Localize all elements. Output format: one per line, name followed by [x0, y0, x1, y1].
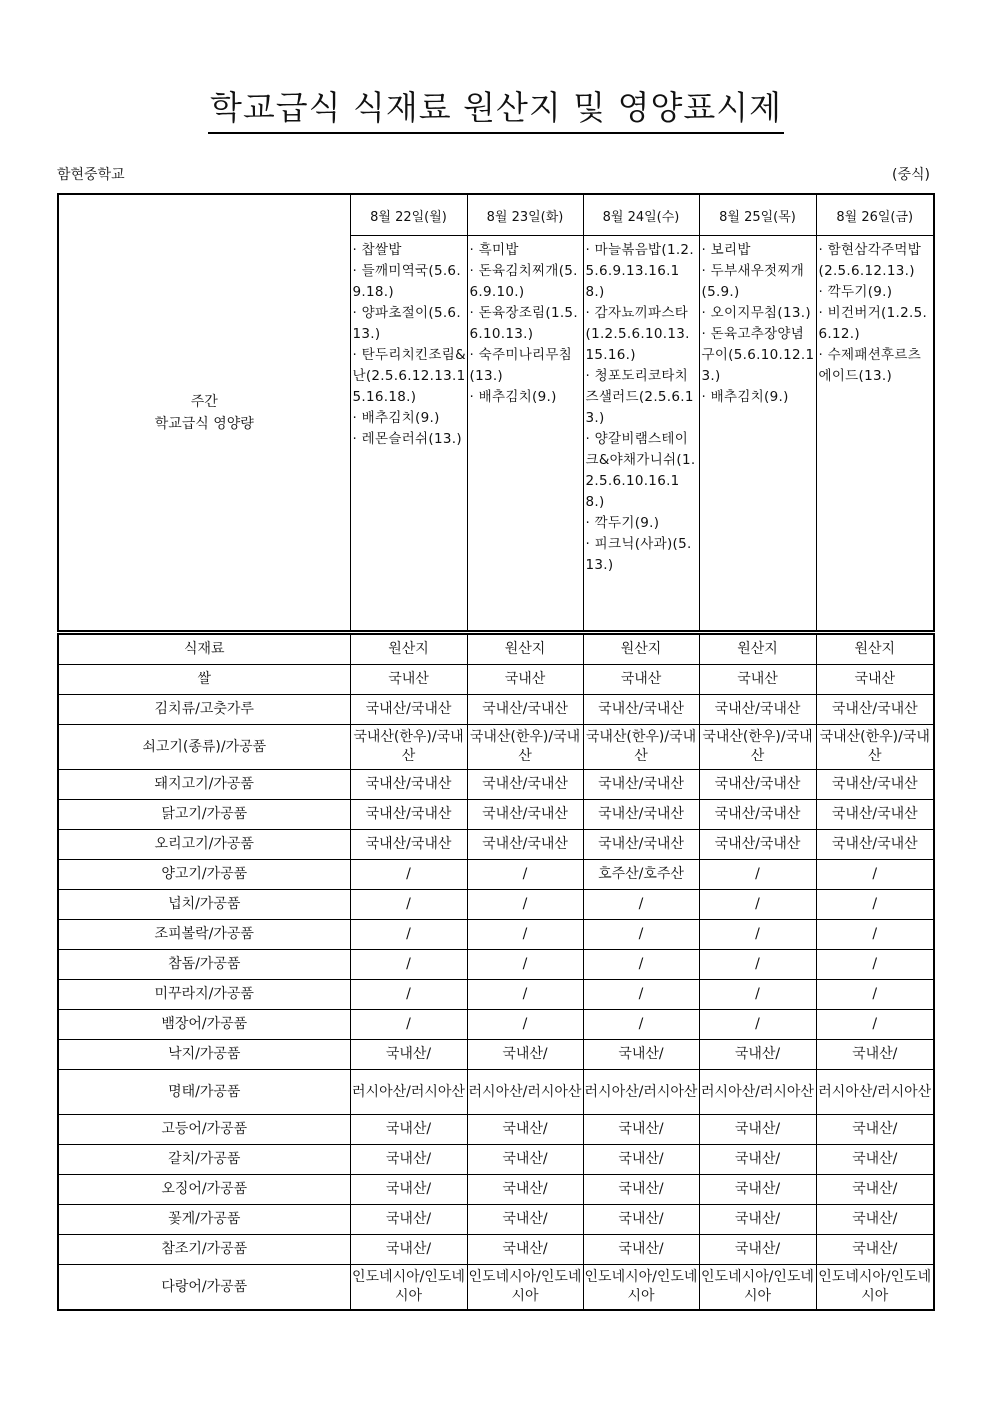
ingredient-name: 꽃게/가공품 — [58, 1205, 350, 1235]
origin-value: 국내산/ — [583, 1175, 699, 1205]
origin-value: 국내산/국내산 — [816, 770, 934, 800]
dish-item: · 흑미밥 — [469, 242, 519, 258]
dish-item: · 마늘볶음밥(1.2.5.6.9.13.16.18.) — [585, 242, 694, 300]
origin-value: / — [816, 950, 934, 980]
dish-item: · 돈육김치찌개(5.6.9.10.) — [469, 263, 578, 300]
origin-value: / — [816, 890, 934, 920]
origin-value: / — [816, 980, 934, 1010]
dish-item: · 레몬슬러쉬(13.) — [352, 431, 462, 447]
origin-value: / — [583, 920, 699, 950]
origin-value: 국내산/ — [816, 1115, 934, 1145]
page-title: 학교급식 식재료 원산지 및 영양표시제 — [0, 88, 992, 134]
dish-item: · 숙주미나리무침(13.) — [469, 347, 573, 384]
origin-row — [58, 1145, 934, 1175]
origin-value: / — [583, 1010, 699, 1040]
origin-value: / — [350, 920, 467, 950]
origin-value: 국내산/국내산 — [699, 830, 816, 860]
origin-row — [58, 665, 934, 695]
origin-row — [58, 1235, 934, 1265]
origin-value: / — [699, 890, 816, 920]
origin-value: 국내산/국내산 — [467, 695, 583, 725]
day-date: 8월 23일(화) — [467, 194, 583, 236]
origin-value: 국내산/ — [583, 1145, 699, 1175]
origin-value: 국내산 — [350, 665, 467, 695]
origin-value: 국내산/ — [467, 1115, 583, 1145]
dish-item: · 돈육고추장양념구이(5.6.10.12.13.) — [701, 326, 815, 384]
origin-header: 원산지 — [816, 634, 934, 665]
origin-value: 국내산/국내산 — [583, 770, 699, 800]
origin-value: 국내산/국내산 — [350, 695, 467, 725]
dish-item: · 비건버거(1.2.5.6.12.) — [818, 305, 928, 342]
origin-value: / — [816, 920, 934, 950]
origin-header: 원산지 — [583, 634, 699, 665]
origin-value: 국내산/ — [467, 1145, 583, 1175]
dish-item: · 양갈비램스테이크&야채가니쉬(1.2.5.6.10.16.18.) — [585, 431, 696, 510]
day-date: 8월 25일(목) — [699, 194, 816, 236]
origin-value: 국내산/국내산 — [816, 830, 934, 860]
origin-value: 국내산/ — [350, 1115, 467, 1145]
origin-value: 국내산/ — [816, 1175, 934, 1205]
day-date: 8월 22일(월) — [350, 194, 467, 236]
ingredient-name: 고등어/가공품 — [58, 1115, 350, 1145]
dish-item: · 두부새우젓찌개(5.9.) — [701, 263, 805, 300]
origin-value: 국내산/국내산 — [699, 800, 816, 830]
origin-value: 러시아산/러시아산 — [699, 1070, 816, 1115]
day-dishes — [699, 236, 816, 632]
origin-value: 국내산 — [467, 665, 583, 695]
origin-value: / — [816, 860, 934, 890]
dish-item: · 수제패션후르츠에이드(13.) — [818, 347, 922, 384]
origin-row — [58, 950, 934, 980]
dish-item: · 청포도리코타치즈샐러드(2.5.6.13.) — [585, 368, 694, 426]
origin-value: 러시아산/러시아산 — [816, 1070, 934, 1115]
origin-value: 인도네시아/인도네시아 — [699, 1265, 816, 1311]
origin-value: 국내산/ — [699, 1205, 816, 1235]
origin-value: 국내산/ — [467, 1235, 583, 1265]
origin-row — [58, 1175, 934, 1205]
origin-value: 국내산/국내산 — [350, 830, 467, 860]
menu-date-row — [58, 194, 934, 236]
origin-header: 원산지 — [699, 634, 816, 665]
origin-value: 국내산/국내산 — [350, 800, 467, 830]
ingredient-name: 뱀장어/가공품 — [58, 1010, 350, 1040]
origin-value: 국내산/ — [699, 1040, 816, 1070]
day-dishes — [350, 236, 467, 632]
origin-table — [57, 633, 935, 1311]
origin-value: 국내산/국내산 — [583, 830, 699, 860]
origin-value: / — [583, 980, 699, 1010]
origin-value: 국내산/ — [350, 1235, 467, 1265]
origin-value: 국내산/ — [699, 1145, 816, 1175]
origin-value: 국내산/국내산 — [467, 830, 583, 860]
origin-row — [58, 1070, 934, 1115]
origin-value: 국내산 — [816, 665, 934, 695]
ingredient-header: 식재료 — [58, 634, 350, 665]
origin-value: / — [350, 950, 467, 980]
day-dishes — [816, 236, 934, 632]
origin-header-row — [58, 634, 934, 665]
dish-item: · 깍두기(9.) — [818, 284, 893, 300]
origin-value: 국내산/국내산 — [816, 695, 934, 725]
ingredient-name: 낙지/가공품 — [58, 1040, 350, 1070]
origin-row — [58, 1205, 934, 1235]
origin-value: 국내산/ — [467, 1205, 583, 1235]
origin-row — [58, 1010, 934, 1040]
origin-value: / — [467, 860, 583, 890]
origin-row — [58, 860, 934, 890]
origin-value: 국내산/ — [583, 1115, 699, 1145]
origin-value: 국내산/ — [583, 1205, 699, 1235]
ingredient-name: 김치류/고춧가루 — [58, 695, 350, 725]
day-dishes — [467, 236, 583, 632]
origin-value: 국내산/ — [699, 1175, 816, 1205]
origin-value: 국내산/국내산 — [467, 770, 583, 800]
origin-value: 국내산/ — [699, 1115, 816, 1145]
origin-value: 국내산/ — [816, 1145, 934, 1175]
ingredient-name: 갈치/가공품 — [58, 1145, 350, 1175]
origin-row — [58, 800, 934, 830]
origin-row — [58, 695, 934, 725]
origin-value: 국내산 — [583, 665, 699, 695]
origin-row — [58, 890, 934, 920]
day-dishes — [583, 236, 699, 632]
origin-value: 국내산/국내산 — [350, 770, 467, 800]
origin-value: 인도네시아/인도네시아 — [350, 1265, 467, 1311]
origin-value: / — [350, 980, 467, 1010]
origin-value: 인도네시아/인도네시아 — [816, 1265, 934, 1311]
origin-value: 호주산/호주산 — [583, 860, 699, 890]
ingredient-name: 쇠고기(종류)/가공품 — [58, 725, 350, 770]
day-date: 8월 24일(수) — [583, 194, 699, 236]
ingredient-name: 미꾸라지/가공품 — [58, 980, 350, 1010]
origin-row — [58, 980, 934, 1010]
ingredient-name: 명태/가공품 — [58, 1070, 350, 1115]
origin-value: / — [467, 920, 583, 950]
origin-value: 국내산/ — [467, 1040, 583, 1070]
ingredient-name: 조피볼락/가공품 — [58, 920, 350, 950]
origin-value: / — [816, 1010, 934, 1040]
ingredient-name: 양고기/가공품 — [58, 860, 350, 890]
origin-value: 국내산(한우)/국내산 — [816, 725, 934, 770]
origin-value: / — [350, 860, 467, 890]
origin-value: 러시아산/러시아산 — [350, 1070, 467, 1115]
ingredient-name: 닭고기/가공품 — [58, 800, 350, 830]
origin-value: / — [467, 980, 583, 1010]
origin-value: 국내산/ — [583, 1040, 699, 1070]
origin-value: / — [467, 950, 583, 980]
origin-row — [58, 770, 934, 800]
origin-value: 국내산(한우)/국내산 — [350, 725, 467, 770]
dish-item: · 감자뇨끼파스타(1.2.5.6.10.13.15.16.) — [585, 305, 690, 363]
origin-value: / — [350, 890, 467, 920]
origin-row — [58, 920, 934, 950]
ingredient-name: 돼지고기/가공품 — [58, 770, 350, 800]
dish-item: · 들깨미역국(5.6.9.18.) — [352, 263, 461, 300]
origin-value: / — [699, 860, 816, 890]
school-name: 함현중학교 — [57, 167, 125, 183]
origin-row — [58, 1040, 934, 1070]
origin-header: 원산지 — [467, 634, 583, 665]
ingredient-name: 오리고기/가공품 — [58, 830, 350, 860]
ingredient-name: 쌀 — [58, 665, 350, 695]
origin-value: 인도네시아/인도네시아 — [467, 1265, 583, 1311]
origin-value: 국내산/ — [699, 1235, 816, 1265]
origin-value: 인도네시아/인도네시아 — [583, 1265, 699, 1311]
day-date: 8월 26일(금) — [816, 194, 934, 236]
origin-value: 국내산(한우)/국내산 — [699, 725, 816, 770]
origin-value: 국내산/ — [816, 1235, 934, 1265]
origin-header: 원산지 — [350, 634, 467, 665]
origin-value: / — [699, 950, 816, 980]
dish-item: · 양파초절이(5.6.13.) — [352, 305, 461, 342]
dish-item: · 피크닉(사과)(5.13.) — [585, 536, 692, 573]
origin-row — [58, 1265, 934, 1311]
dish-item: · 배추김치(9.) — [469, 389, 557, 405]
origin-value: 국내산 — [699, 665, 816, 695]
origin-value: 국내산/국내산 — [583, 800, 699, 830]
origin-value: / — [467, 890, 583, 920]
ingredient-name: 오징어/가공품 — [58, 1175, 350, 1205]
origin-value: 국내산(한우)/국내산 — [583, 725, 699, 770]
origin-row — [58, 725, 934, 770]
origin-value: 국내산/ — [350, 1145, 467, 1175]
ingredient-name: 넙치/가공품 — [58, 890, 350, 920]
origin-value: / — [583, 890, 699, 920]
origin-value: / — [350, 1010, 467, 1040]
origin-value: 국내산/국내산 — [699, 695, 816, 725]
ingredient-name: 다랑어/가공품 — [58, 1265, 350, 1311]
dish-item: · 함현삼각주먹밥(2.5.6.12.13.) — [818, 242, 922, 279]
origin-value: 국내산/ — [583, 1235, 699, 1265]
origin-value: 국내산/국내산 — [816, 800, 934, 830]
origin-value: / — [699, 980, 816, 1010]
origin-value: 국내산/국내산 — [699, 770, 816, 800]
ingredient-name: 참돔/가공품 — [58, 950, 350, 980]
weekly-nutrition-label: 주간 학교급식 영양량 — [58, 194, 350, 631]
origin-value: 국내산/ — [816, 1040, 934, 1070]
dish-item: · 오이지무침(13.) — [701, 305, 811, 321]
origin-value: 국내산/ — [350, 1205, 467, 1235]
weekly-menu-table — [57, 193, 935, 632]
dish-item: · 보리밥 — [701, 242, 751, 258]
origin-value: 국내산(한우)/국내산 — [467, 725, 583, 770]
origin-value: / — [583, 950, 699, 980]
dish-item: · 찹쌀밥 — [352, 242, 402, 258]
origin-value: 국내산/ — [816, 1205, 934, 1235]
dish-item: · 깍두기(9.) — [585, 515, 660, 531]
origin-value: / — [699, 920, 816, 950]
dish-item: · 돈육장조림(1.5.6.10.13.) — [469, 305, 578, 342]
origin-value: 국내산/ — [467, 1175, 583, 1205]
origin-row — [58, 1115, 934, 1145]
dish-item: · 배추김치(9.) — [352, 410, 440, 426]
dish-item: · 탄두리치킨조림&난(2.5.6.12.13.15.16.18.) — [352, 347, 466, 405]
origin-row — [58, 830, 934, 860]
origin-value: 러시아산/러시아산 — [467, 1070, 583, 1115]
meal-type: (중식) — [892, 167, 930, 183]
origin-value: 러시아산/러시아산 — [583, 1070, 699, 1115]
origin-value: / — [699, 1010, 816, 1040]
origin-value: / — [467, 1010, 583, 1040]
origin-value: 국내산/국내산 — [583, 695, 699, 725]
origin-value: 국내산/ — [350, 1175, 467, 1205]
origin-value: 국내산/ — [350, 1040, 467, 1070]
origin-value: 국내산/국내산 — [467, 800, 583, 830]
dish-item: · 배추김치(9.) — [701, 389, 789, 405]
ingredient-name: 참조기/가공품 — [58, 1235, 350, 1265]
